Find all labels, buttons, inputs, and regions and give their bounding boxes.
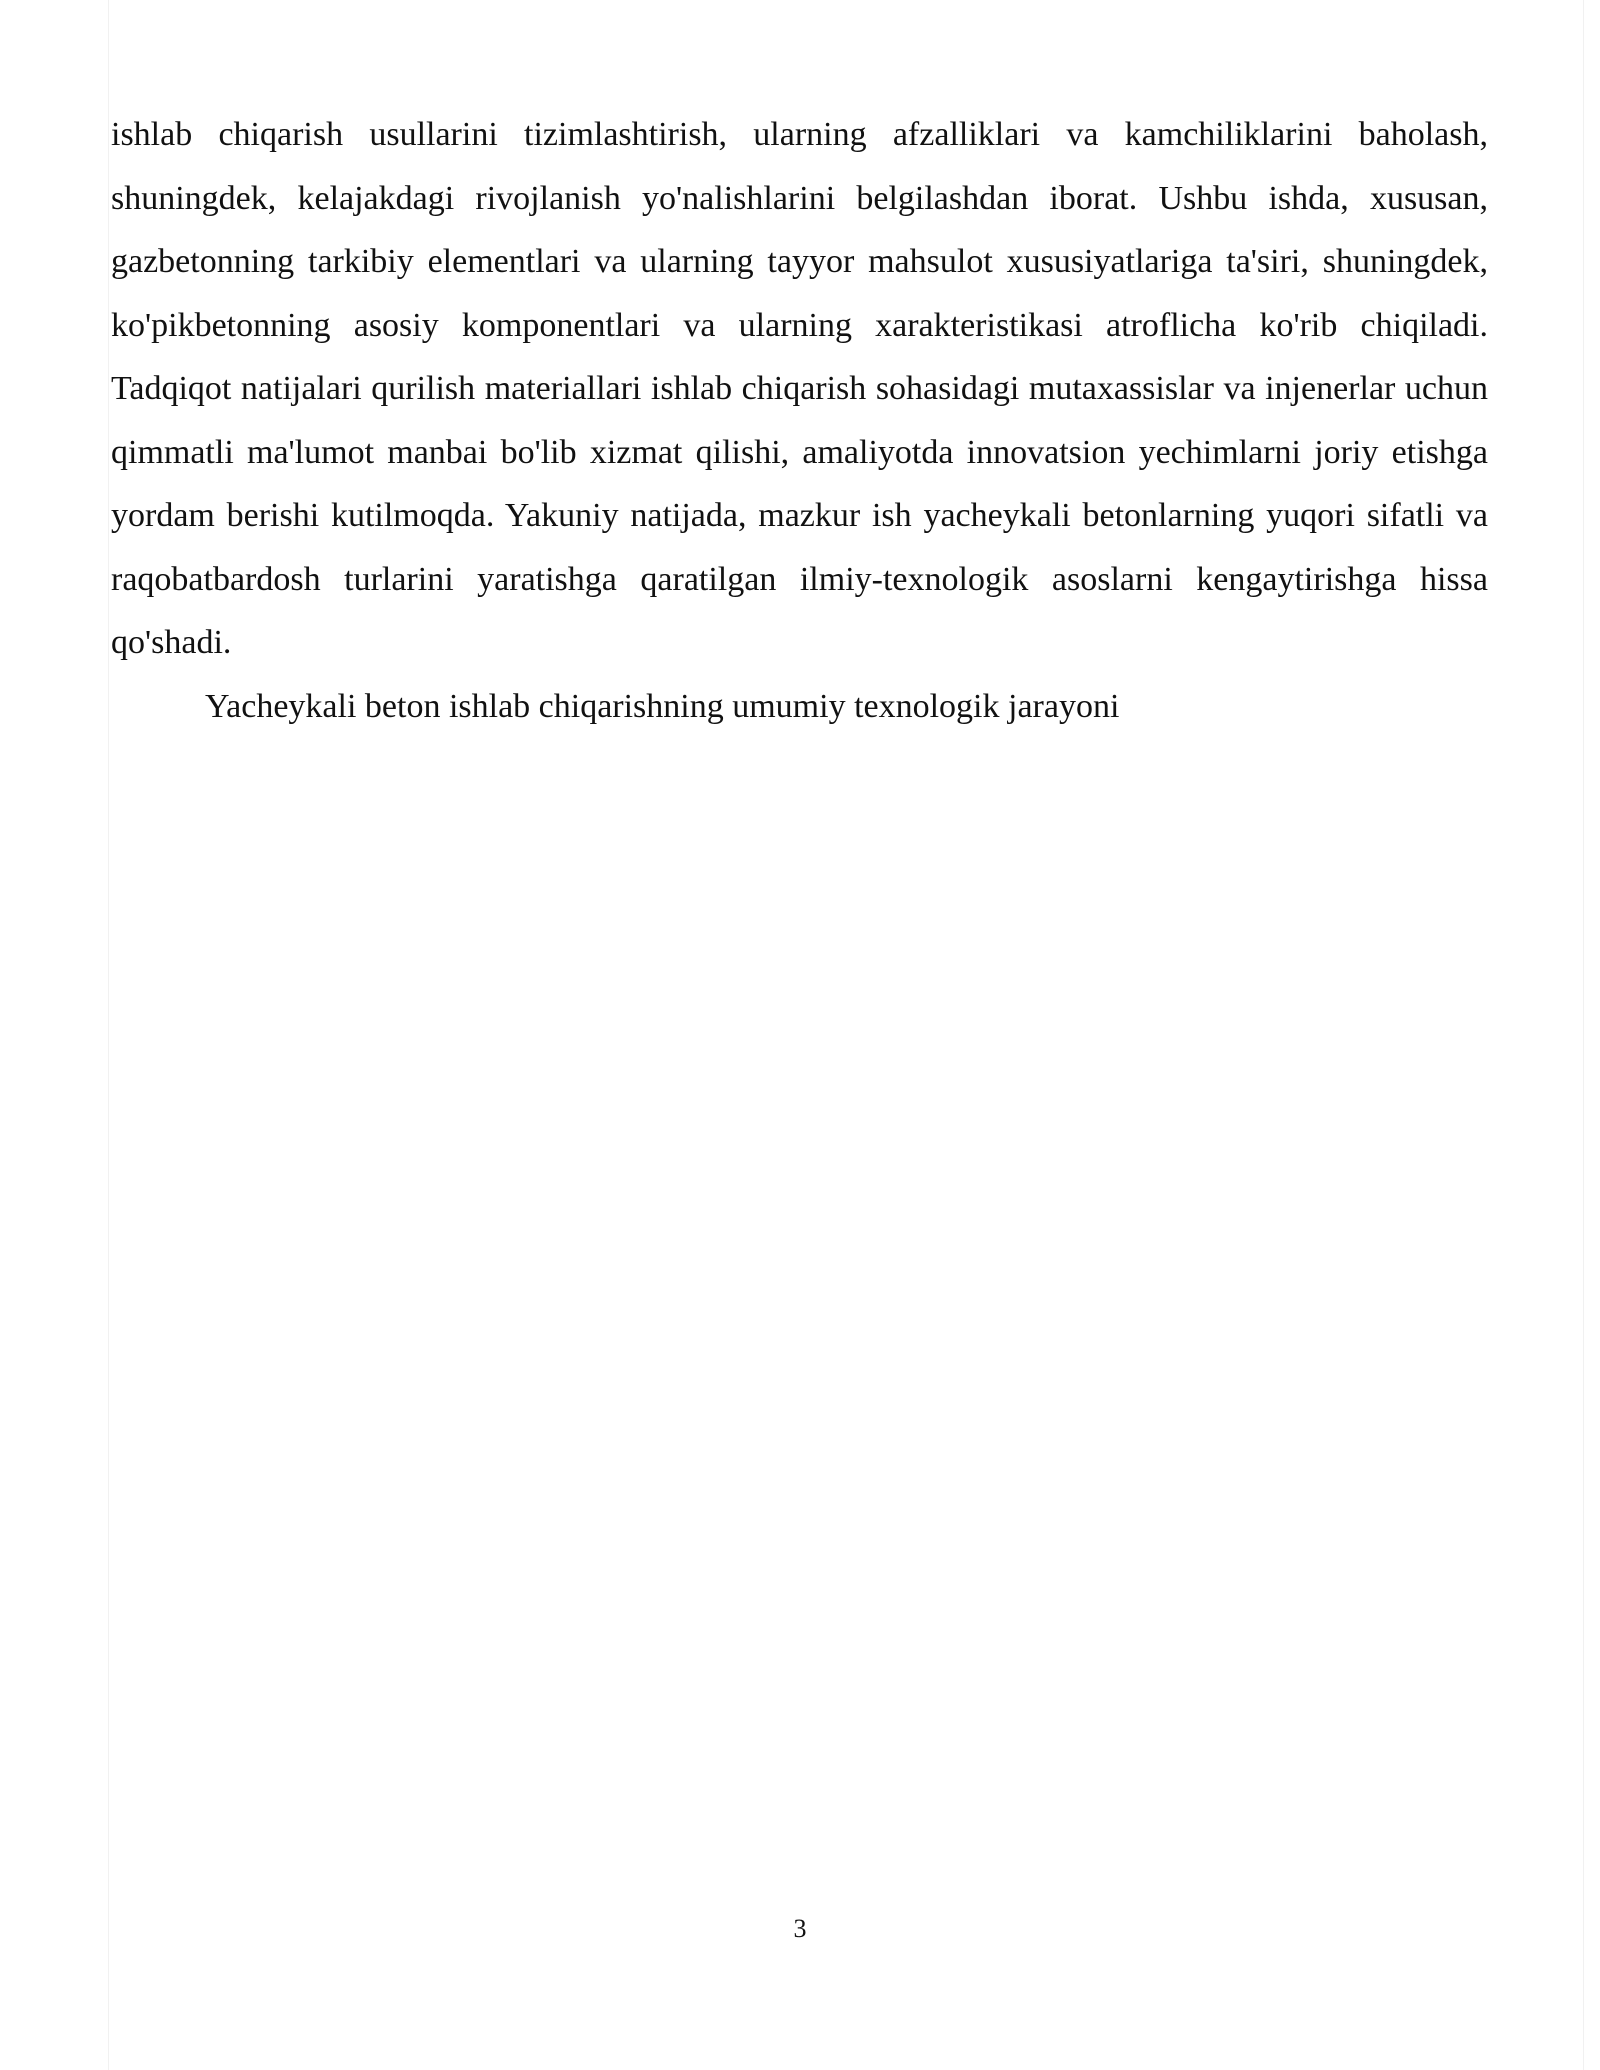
body-paragraph: ishlab chiqarish usullarini tizimlashtirish, ularning afzalliklari va kamchiliklarini baholash, shuningdek, kelajakdagi rivojlanish yo'nalishlarini belgilashdan iborat. Ushbu ishda, xususan, gazbetonning tarkibiy elementlari va ularning tayyor mahsulot xususiyatlariga ta'siri, shuningdek, ko'pikbetonning asosiy komponentlari va ularning xarakteristikasi atroflicha ko'rib chiqiladi. Tadqiqot natijalari qurilish materiallari ishlab chiqarish sohasidagi mutaxassislar va injenerlar uchun qimmatli ma'lumot manbai bo'lib xizmat qilishi, amaliyotda innovatsion yechimlarni joriy etishga yordam berishi kutilmoqda. Yakuniy natijada, mazkur ish yacheykali betonlarning yuqori sifatli va raqobatbardosh turlarini yaratishga qaratilgan ilmiy-texnologik asoslarni kengaytirishga hissa qo'shadi. [111, 116, 1488, 661]
document-body [111, 103, 1488, 738]
page-number: 3 [793, 1914, 807, 1943]
page-margin-line-right [1583, 0, 1584, 2070]
page-margin-line-left [108, 0, 109, 2070]
section-heading-paragraph: Yacheykali beton ishlab chiqarishning umumiy texnologik jarayoni [205, 687, 1120, 725]
